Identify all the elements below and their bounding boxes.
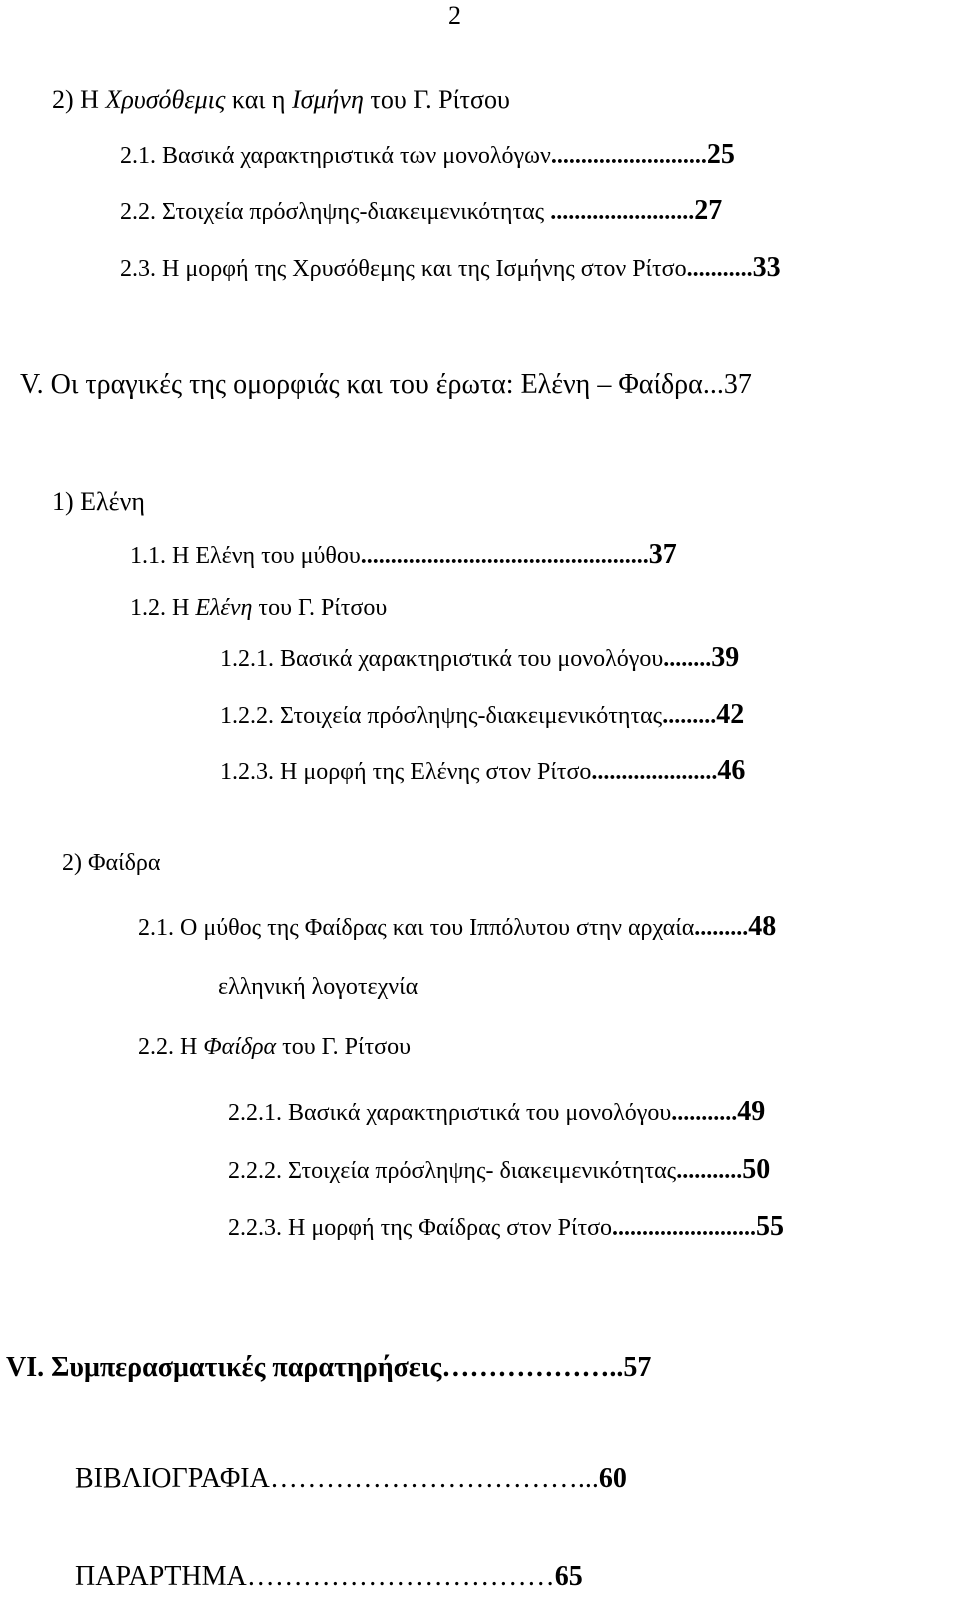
toc-page-number: 46 — [717, 755, 746, 786]
toc-entry-label: 2.2. Στοιχεία πρόσληψης-διακειμενικότητας — [120, 199, 551, 225]
toc-entry-2-faidra — [62, 848, 160, 878]
toc-entry-2-1-continued — [218, 972, 418, 1002]
toc-entry-label: 2.2.3. Η μορφή της Φαίδρας στον Ρίτσο — [228, 1215, 613, 1241]
toc-leader-dots: ..................... — [591, 759, 718, 785]
toc-leader-dots: ……………………………... — [269, 1463, 599, 1494]
toc-entry-label: VI. Συμπερασματικές παρατηρήσεις — [6, 1352, 442, 1383]
toc-entry-label: 1.2.2. Στοιχεία πρόσληψης-διακειμενικότητας — [220, 703, 663, 729]
toc-page-number: 33 — [752, 252, 781, 283]
toc-entry-label: 2.1. Ο μύθος της Φαίδρας και του Ιππόλυτου στην αρχαία — [138, 915, 695, 941]
toc-entry-label: του Γ. Ρίτσου — [252, 595, 388, 621]
toc-leader-dots: .......................... — [550, 143, 707, 169]
toc-entry-1 — [52, 487, 145, 517]
toc-entry-1-2-3 — [220, 756, 745, 787]
toc-entry-label: και η — [225, 85, 292, 114]
toc-leader-dots: ........... — [671, 1100, 738, 1126]
toc-entry-1-2 — [130, 593, 387, 623]
toc-entry-label: 1.2.1. Βασικά χαρακτηριστικά του μονολόγου — [220, 646, 664, 672]
toc-entry-2-2-2 — [228, 1155, 770, 1186]
toc-entry-italic-title: Φαίδρα — [203, 1034, 277, 1060]
toc-entry-label: 2.1. Βασικά χαρακτηριστικά των μονολόγων — [120, 143, 551, 169]
toc-entry-2-2 — [120, 196, 722, 227]
toc-bibliography — [75, 1464, 627, 1494]
toc-entry-2-1-faidra — [138, 912, 776, 943]
toc-entry-1-2-1 — [220, 643, 739, 674]
toc-entry-label: 1.2. Η — [130, 595, 196, 621]
toc-page-number: 57 — [623, 1352, 652, 1383]
toc-page-number: 48 — [748, 911, 777, 942]
toc-page-number: 50 — [742, 1154, 771, 1185]
toc-page-number: 60 — [598, 1463, 627, 1494]
toc-leader-dots: ........... — [686, 256, 753, 282]
toc-entry-italic-title: Χρυσόθεμις — [105, 85, 226, 114]
toc-entry-2-1 — [120, 140, 735, 171]
toc-entry-2-2-1 — [228, 1097, 765, 1128]
toc-entry-label: 1.1. Η Ελένη του μύθου — [130, 543, 361, 569]
toc-entry-label: 2.3. Η μορφή της Χρυσόθεμης και της Ισμήνης στον Ρίτσο — [120, 256, 687, 282]
toc-entry-label: του Γ. Ρίτσου — [363, 85, 510, 114]
toc-leader-dots: ........................ — [612, 1215, 757, 1241]
toc-page-number: 37 — [648, 539, 677, 570]
toc-leader-dots: …………………………… — [246, 1561, 555, 1592]
toc-page-number: 65 — [554, 1561, 583, 1592]
toc-appendix — [75, 1562, 583, 1592]
toc-entry-label: ελληνική λογοτεχνία — [218, 974, 419, 1000]
toc-entry-2 — [52, 85, 510, 115]
toc-leader-dots: ......... — [662, 703, 717, 729]
toc-entry-2-2-faidra — [138, 1032, 411, 1062]
toc-entry-label: 2.2.2. Στοιχεία πρόσληψης- διακειμενικότητας — [228, 1158, 677, 1184]
toc-leader-dots: ................................................ — [360, 543, 649, 569]
toc-leader-dots: ........................ — [550, 199, 695, 225]
toc-entry-label: 2.2. Η — [138, 1034, 204, 1060]
toc-entry-label: 1) Ελένη — [52, 487, 145, 516]
toc-leader-dots: ........ — [663, 646, 712, 672]
toc-page-number: 37 — [723, 369, 752, 400]
page-number: 2 — [448, 1, 461, 30]
toc-entry-label: του Γ. Ρίτσου — [276, 1034, 411, 1060]
toc-leader-dots: ……………….. — [441, 1352, 624, 1383]
toc-entry-1-2-2 — [220, 700, 744, 731]
toc-page-number: 39 — [711, 642, 740, 673]
toc-entry-label: 2.2.1. Βασικά χαρακτηριστικά του μονολόγου — [228, 1100, 672, 1126]
toc-entry-2-3 — [120, 253, 781, 284]
toc-page-number: 25 — [706, 139, 735, 170]
toc-entry-label: ΒΙΒΛΙΟΓΡΑΦΙΑ — [75, 1463, 270, 1494]
toc-leader-dots: ........... — [676, 1158, 743, 1184]
toc-page-number: 49 — [737, 1096, 766, 1127]
toc-entry-2-2-3 — [228, 1212, 784, 1243]
toc-entry-label: 2) Φαίδρα — [62, 850, 161, 876]
toc-page-number: 55 — [756, 1211, 785, 1242]
toc-entry-italic-title: Ισμήνη — [292, 85, 364, 114]
toc-chapter-vi — [6, 1353, 651, 1383]
toc-entry-label: ΠΑΡΑΡΤΗΜΑ — [75, 1561, 247, 1592]
toc-entry-label: 2) Η — [52, 85, 106, 114]
toc-leader-dots: ......... — [694, 915, 749, 941]
toc-chapter-v — [20, 370, 752, 400]
toc-entry-label: V. Οι τραγικές της ομορφιάς και του έρωτα: Ελένη – Φαίδρα... — [20, 369, 724, 400]
toc-page-number: 27 — [694, 195, 723, 226]
toc-entry-italic-title: Ελένη — [195, 595, 253, 621]
toc-entry-label: 1.2.3. Η μορφή της Ελένης στον Ρίτσο — [220, 759, 592, 785]
toc-page-number: 42 — [716, 699, 745, 730]
toc-entry-1-1 — [130, 540, 677, 571]
